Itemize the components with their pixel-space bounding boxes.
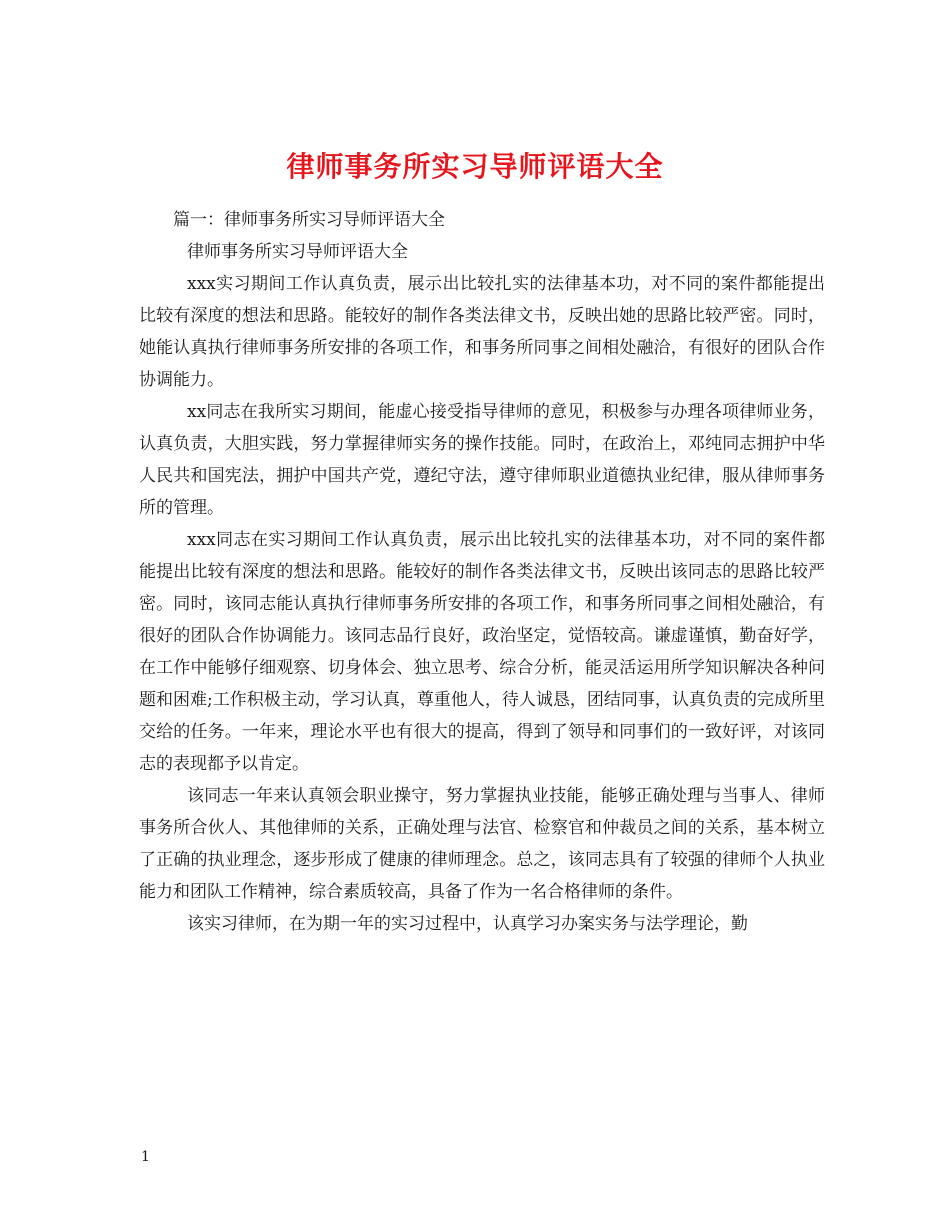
paragraph-3: xxx同志在实习期间工作认真负责，展示出比较扎实的法律基本功，对不同的案件都能提出比较有深度的想法和思路。能较好的制作各类法律文书，反映出该同志的思路比较严密。同时，该同志能认真执行律师事务所安排的各项工作，和事务所同事之间相处融洽，有很好的团队合作协调能力。该同志品行良好，政治坚定，觉悟较高。谦虚谨慎，勤奋好学，在工作中能够仔细观察、切身体会、独立思考、综合分析，能灵活运用所学知识解决各种问题和困难;工作积极主动，学习认真，尊重他人，待人诚恳，团结同事，认真负责的完成所里交给的任务。一年来，理论水平也有很大的提高，得到了领导和同事们的一致好评，对该同志的表现都予以肯定。 <box>139 530 825 774</box>
document-body <box>139 204 825 940</box>
paragraph-2: xx同志在我所实习期间，能虚心接受指导律师的意见，积极参与办理各项律师业务，认真负责，大胆实践，努力掌握律师实务的操作技能。同时，在政治上，邓纯同志拥护中华人民共和国宪法，拥护中国共产党，遵纪守法，遵守律师职业道德执业纪律，服从律师事务所的管理。 <box>139 402 825 518</box>
section-heading: 篇一：律师事务所实习导师评语大全 <box>173 210 445 230</box>
paragraph-5: 该实习律师，在为期一年的实习过程中，认真学习办案实务与法学理论，勤 <box>187 914 748 934</box>
paragraph-4: 该同志一年来认真领会职业操守，努力掌握执业技能，能够正确处理与当事人、律师事务所合伙人、其他律师的关系，正确处理与法官、检察官和仲裁员之间的关系，基本树立了正确的执业理念，逐步形成了健康的律师理念。总之，该同志具有了较强的律师个人执业能力和团队工作精神，综合素质较高，具备了作为一名合格律师的条件。 <box>139 786 825 902</box>
paragraph-1: xxx实习期间工作认真负责，展示出比较扎实的法律基本功，对不同的案件都能提出比较有深度的想法和思路。能较好的制作各类法律文书，反映出她的思路比较严密。同时，她能认真执行律师事务所安排的各项工作，和事务所同事之间相处融洽，有很好的团队合作协调能力。 <box>139 274 825 390</box>
page-number: 1 <box>141 1149 150 1165</box>
document-title: 律师事务所实习导师评语大全 <box>286 149 664 183</box>
section-subheading: 律师事务所实习导师评语大全 <box>187 242 408 262</box>
